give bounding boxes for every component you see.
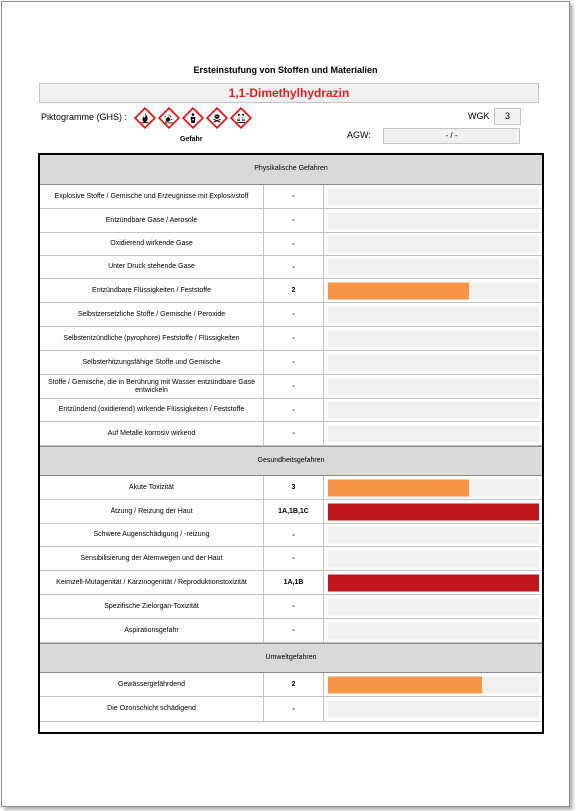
hazard-category: 2	[264, 279, 324, 302]
hazard-level-bar	[328, 598, 539, 615]
hazard-level-bar	[328, 527, 539, 544]
hazard-row	[40, 476, 542, 500]
wgk-value-field: 3	[494, 108, 521, 125]
hazard-row	[40, 209, 542, 233]
hazard-label: Unter Druck stehende Gase	[40, 256, 264, 278]
hazard-row	[40, 351, 542, 375]
hazard-row	[40, 697, 542, 722]
hazard-label: Oxidierend wirkende Gase	[40, 233, 264, 255]
hazard-level-bar	[328, 188, 539, 205]
hazard-label: Schwere Augenschädigung / -reizung	[40, 524, 264, 546]
hazard-row	[40, 547, 542, 571]
hazard-label: Explosive Stoffe / Gemische und Erzeugnisse mit Explosivstoff	[40, 185, 264, 208]
hazard-category: 2	[264, 673, 324, 696]
hazard-label: Entzündbare Gase / Aerosole	[40, 209, 264, 232]
hazard-label: Selbstentzündliche (pyrophore) Feststoffe / Flüssigkeiten	[40, 327, 264, 350]
hazard-level-bar	[328, 354, 539, 371]
hazard-row	[40, 500, 542, 524]
hazard-category: 1A,1B,1C	[264, 500, 324, 523]
hazard-row	[40, 399, 542, 422]
hazard-category: -	[264, 233, 324, 255]
wgk-label: WGK	[468, 111, 490, 121]
hazard-level-bar	[328, 378, 539, 395]
hazard-level-bar	[328, 306, 539, 323]
hazard-category: -	[264, 327, 324, 350]
hazard-label: Ätzung / Reizung der Haut	[40, 500, 264, 523]
hazard-level-bar	[328, 503, 539, 520]
hazard-category: -	[264, 422, 324, 445]
hazard-level-fill	[328, 676, 482, 693]
hazard-category: -	[264, 303, 324, 326]
substance-name-field: 1,1-Dimethylhydrazin	[39, 83, 539, 103]
health-hazard-icon	[182, 107, 204, 129]
hazard-level-fill	[328, 574, 539, 591]
hazard-category: -	[264, 375, 324, 398]
hazard-label: Aspirationsgefahr	[40, 619, 264, 642]
hazard-category: -	[264, 399, 324, 421]
agw-label: AGW:	[347, 130, 371, 140]
hazard-classification-table	[38, 153, 544, 734]
hazard-category: -	[264, 619, 324, 642]
hazard-category: -	[264, 595, 324, 618]
hazard-row	[40, 375, 542, 399]
hazard-level-bar	[328, 259, 539, 276]
hazard-label: Gewässergefährdend	[40, 673, 264, 696]
skull-crossbones-icon	[206, 107, 228, 129]
hazard-category: -	[264, 547, 324, 570]
hazard-category: -	[264, 524, 324, 546]
hazard-category: -	[264, 256, 324, 278]
hazard-row	[40, 422, 542, 446]
hazard-level-bar	[328, 236, 539, 253]
hazard-label: Sensibilisierung der Atemwegen und der Haut	[40, 547, 264, 570]
exploding-bomb-icon	[158, 107, 180, 129]
hazard-category: -	[264, 351, 324, 374]
hazard-level-fill	[328, 503, 539, 520]
flame-icon	[134, 107, 156, 129]
hazard-row	[40, 185, 542, 209]
hazard-level-bar	[328, 425, 539, 442]
pictograms-label: Piktogramme (GHS) :	[41, 112, 128, 122]
agw-value-field: - / -	[383, 128, 520, 144]
hazard-level-bar	[328, 622, 539, 639]
hazard-row	[40, 303, 542, 327]
hazard-level-bar	[328, 550, 539, 567]
hazard-level-fill	[328, 479, 469, 496]
hazard-row	[40, 279, 542, 303]
hazard-label: Entzündbare Flüssigkeiten / Feststoffe	[40, 279, 264, 302]
hazard-row	[40, 233, 542, 256]
hazard-level-fill	[328, 282, 469, 299]
hazard-level-bar	[328, 282, 539, 299]
section-header: Umweltgefahren	[40, 643, 542, 673]
hazard-label: Auf Metalle korrosiv wirkend	[40, 422, 264, 445]
hazard-label: Entzündend (oxidierend) wirkende Flüssigkeiten / Feststoffe	[40, 399, 264, 421]
hazard-category: -	[264, 697, 324, 721]
section-header: Gesundheitsgefahren	[40, 446, 542, 476]
hazard-row	[40, 673, 542, 697]
hazard-label: Die Ozonschicht schädigend	[40, 697, 264, 721]
hazard-level-bar	[328, 701, 539, 718]
hazard-level-bar	[328, 479, 539, 496]
hazard-row	[40, 595, 542, 619]
hazard-row	[40, 327, 542, 351]
hazard-label: Keimzell-Mutagenität / Karzinogenität / Reproduktionstoxizität	[40, 571, 264, 594]
hazard-level-bar	[328, 574, 539, 591]
hazard-label: Spezifische Zielorgan-Toxizität	[40, 595, 264, 618]
hazard-row	[40, 524, 542, 547]
signal-word: Gefahr	[180, 136, 203, 143]
hazard-row	[40, 619, 542, 643]
hazard-label: Stoffe / Gemische, die in Berührung mit Wasser entzündbare Gase entwickeln	[40, 375, 264, 398]
hazard-label: Akute Toxizität	[40, 476, 264, 499]
hazard-row	[40, 256, 542, 279]
ghs-pictogram-row	[134, 107, 252, 129]
hazard-label: Selbsterhitzungsfähige Stoffe und Gemische	[40, 351, 264, 374]
hazard-category: -	[264, 185, 324, 208]
document-page	[1, 1, 570, 807]
section-header: Physikalische Gefahren	[40, 155, 542, 185]
hazard-level-bar	[328, 330, 539, 347]
hazard-level-bar	[328, 212, 539, 229]
hazard-category: 3	[264, 476, 324, 499]
hazard-row	[40, 571, 542, 595]
document-title: Ersteinstufung von Stoffen und Materialien	[193, 65, 378, 75]
corrosion-icon	[230, 107, 252, 129]
hazard-label: Selbstzersetzliche Stoffe / Gemische / Peroxide	[40, 303, 264, 326]
hazard-category: 1A,1B	[264, 571, 324, 594]
hazard-category: -	[264, 209, 324, 232]
hazard-level-bar	[328, 402, 539, 419]
hazard-level-bar	[328, 676, 539, 693]
